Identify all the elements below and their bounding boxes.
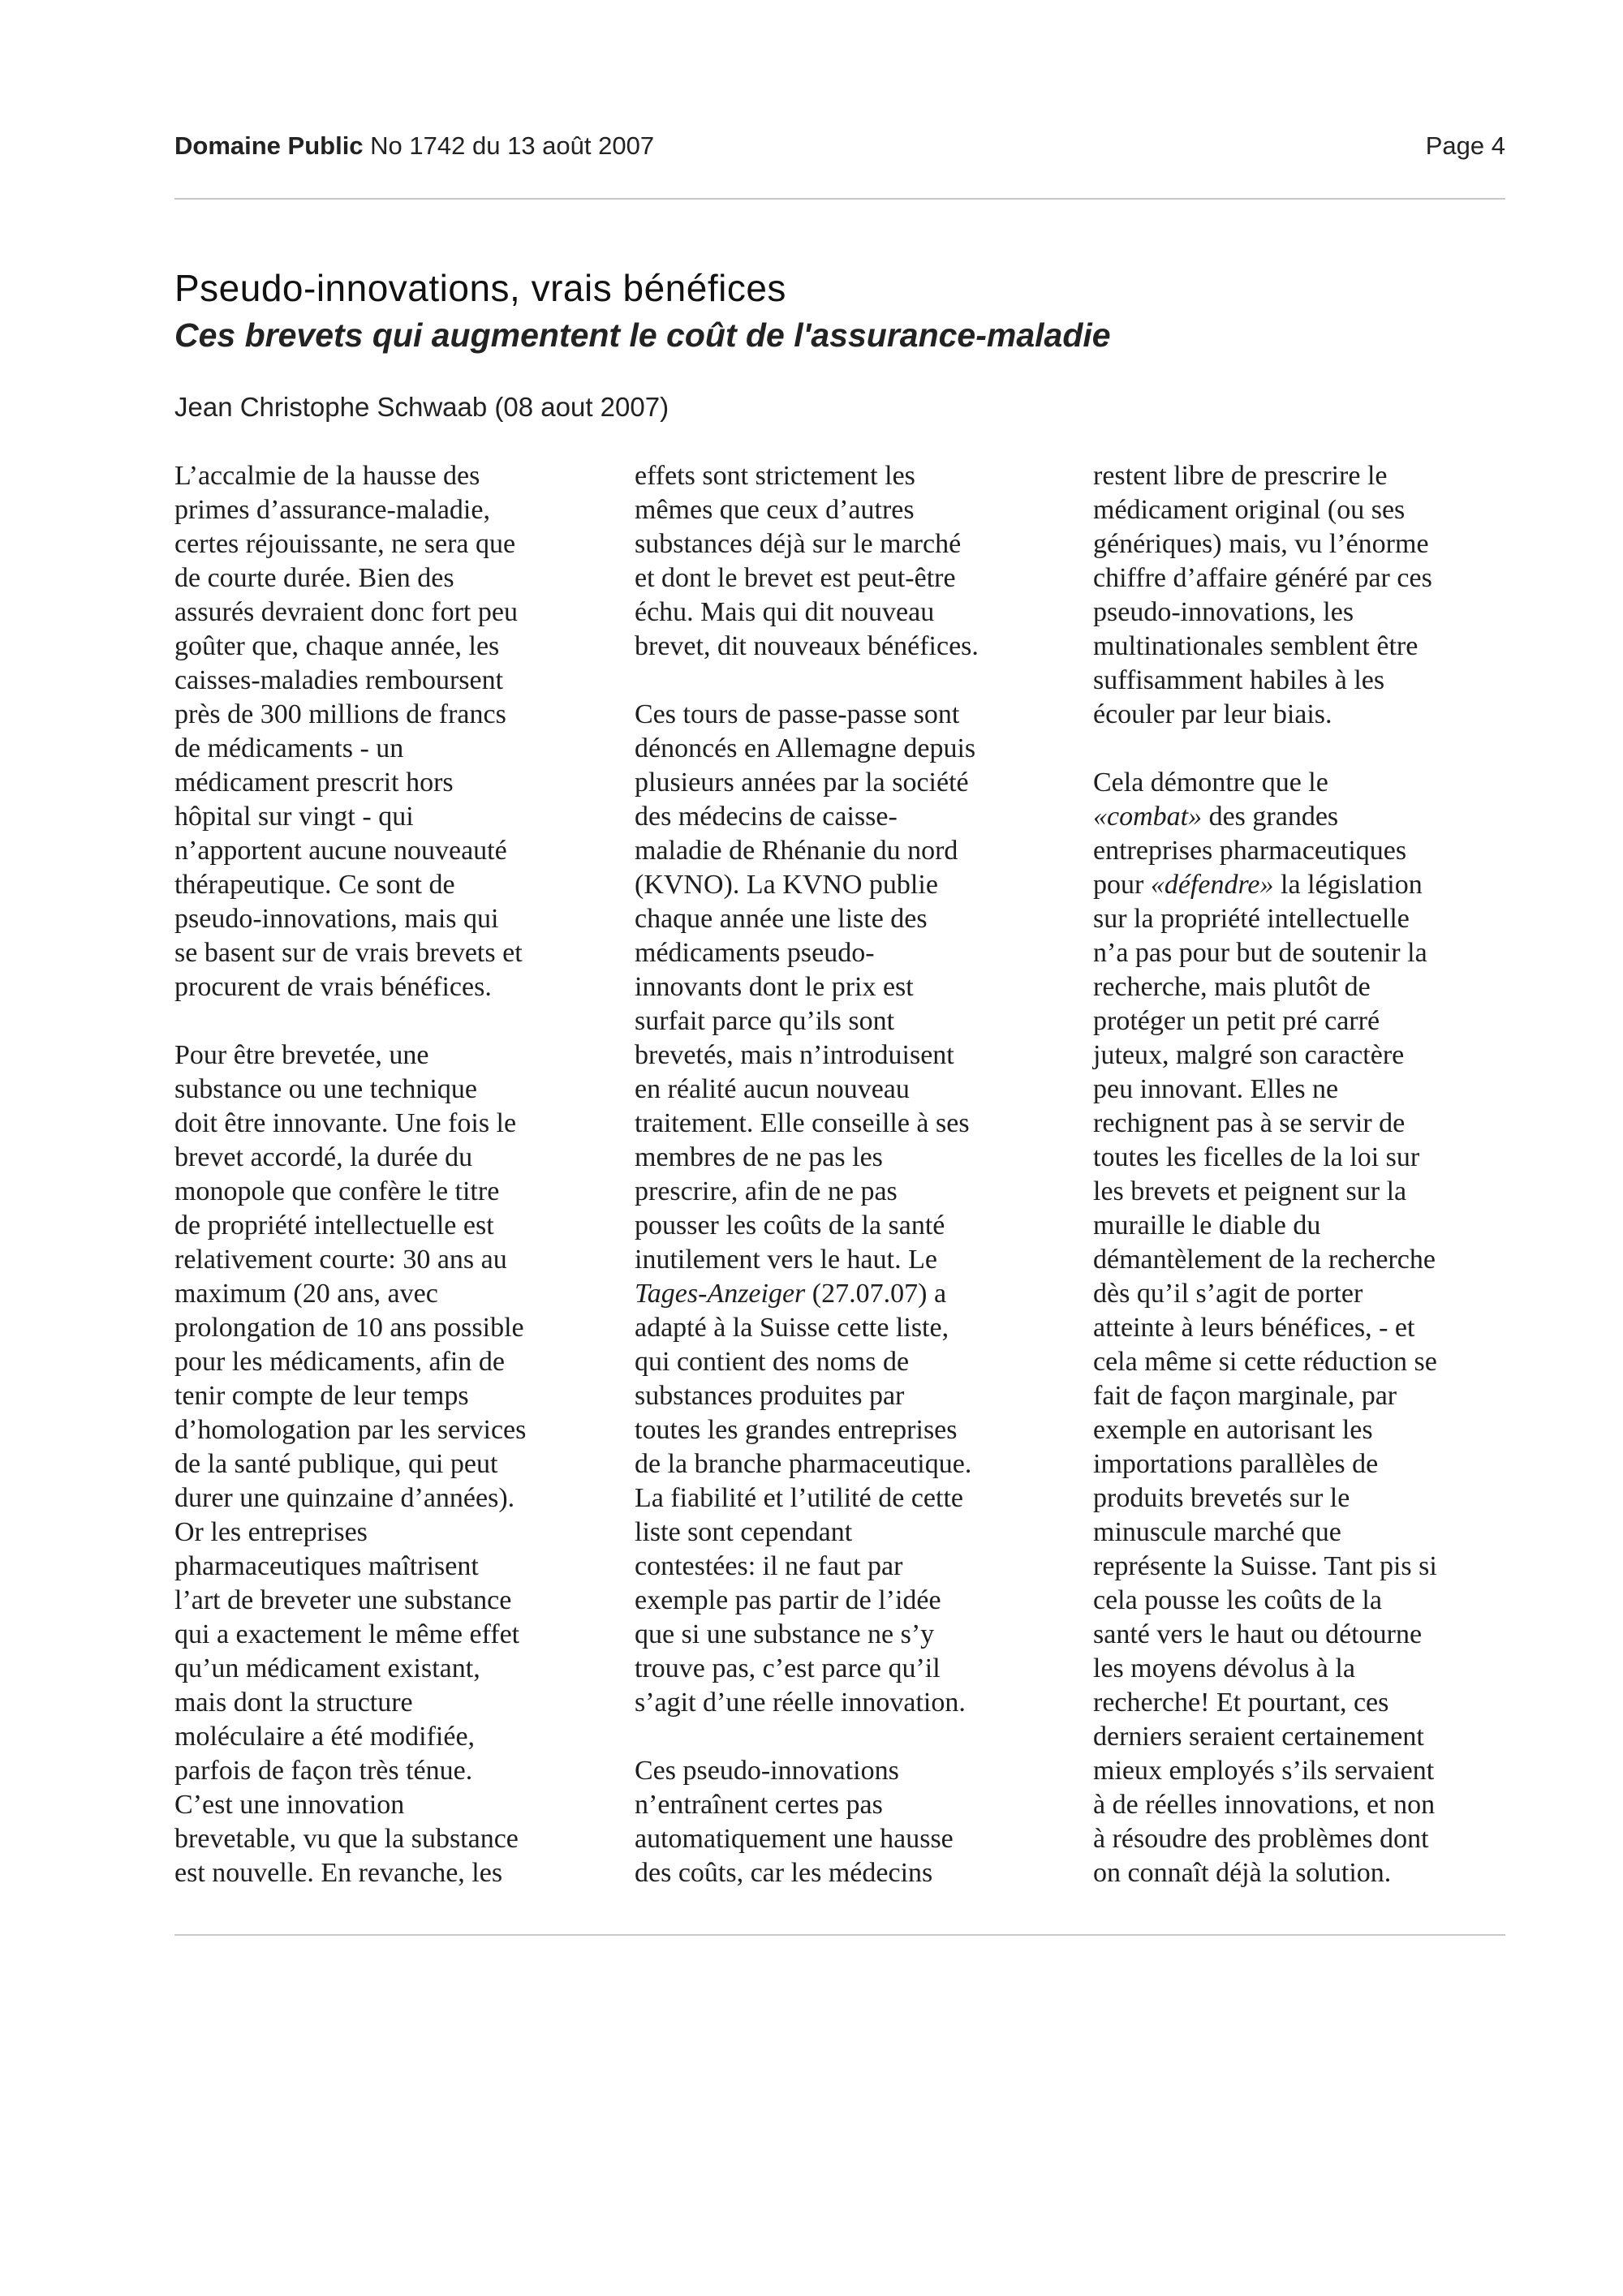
paragraph (1093, 766, 1523, 1890)
text-line: pharmaceutiques maîtrisent (174, 1551, 479, 1581)
text-line: substances déjà sur le marché (635, 529, 962, 559)
text-line: mêmes que ceux d’autres (635, 495, 915, 525)
text-line (1093, 800, 1523, 834)
article-title: Pseudo-innovations, vrais bénéfices (174, 267, 786, 309)
text-line: près de 300 millions de francs (174, 699, 506, 729)
text-line: santé vers le haut ou détourne (1093, 1619, 1423, 1649)
text-line: de médicaments - un (174, 733, 404, 763)
paragraph (174, 1038, 613, 1890)
text-line: derniers seraient certainement (1093, 1722, 1424, 1752)
text-line: médicament original (ou ses (1093, 495, 1406, 525)
text-line: trouve pas, c’est parce qu’il (635, 1653, 941, 1683)
text-line: membres de ne pas les (635, 1142, 883, 1172)
paragraph-text (635, 698, 1073, 1277)
text-line: n’a pas pour but de soutenir la (1093, 938, 1427, 968)
issue-info: No 1742 du 13 août 2007 (370, 131, 655, 160)
text-line: substances produites par (635, 1381, 905, 1411)
text-line: en réalité aucun nouveau (635, 1074, 910, 1104)
text-line: qui contient des noms de (635, 1347, 910, 1377)
text-line: effets sont strictement les (635, 461, 915, 491)
text-line: dès qu’il s’agit de porter (1093, 1279, 1363, 1309)
text-line: mieux employés s’ils servaient (1093, 1756, 1435, 1786)
text-line: n’apportent aucune nouveauté (174, 836, 507, 866)
text-line: juteux, malgré son caractère (1093, 1040, 1405, 1070)
text-line: exemple pas partir de l’idée (635, 1585, 941, 1615)
article-column-1 (174, 459, 613, 1890)
text-line: prescrire, afin de ne pas (635, 1176, 898, 1206)
text-line (635, 1277, 1073, 1311)
text-line: génériques) mais, vu l’énorme (1093, 529, 1429, 559)
text-line: brevet accordé, la durée du (174, 1142, 473, 1172)
text-line: des médecins de caisse- (635, 802, 898, 832)
text-line: échu. Mais qui dit nouveau (635, 597, 935, 627)
text-line: et dont le brevet est peut-être (635, 563, 956, 593)
text-line: certes réjouissante, ne sera que (174, 529, 516, 559)
text-line: Pour être brevetée, une (174, 1040, 429, 1070)
text-line: qui a exactement le même effet (174, 1619, 520, 1649)
text-line: chaque année une liste des (635, 904, 928, 934)
text-line: entreprises pharmaceutiques (1093, 836, 1407, 866)
text-line: doit être innovante. Une fois le (174, 1108, 517, 1138)
text-line: de propriété intellectuelle est (174, 1210, 494, 1240)
text-line: primes d’assurance-maladie, (174, 495, 490, 525)
paragraph-text (1093, 902, 1523, 1890)
text-line: de courte durée. Bien des (174, 563, 454, 593)
text-line: procurent de vrais bénéfices. (174, 972, 492, 1002)
text-line: à de réelles innovations, et non (1093, 1790, 1436, 1820)
text-line: pseudo-innovations, mais qui (174, 904, 499, 934)
article-byline: Jean Christophe Schwaab (08 aout 2007) (174, 392, 669, 422)
text-line: thérapeutique. Ce sont de (174, 870, 455, 900)
text-line: n’entraînent certes pas (635, 1790, 883, 1820)
text-line: recherche! Et pourtant, ces (1093, 1688, 1389, 1718)
text-line: protéger un petit pré carré (1093, 1006, 1380, 1036)
text-line: maladie de Rhénanie du nord (635, 836, 958, 866)
text-line: cela même si cette réduction se (1093, 1347, 1437, 1377)
text-line: automatiquement une hausse (635, 1824, 954, 1854)
text-line: multinationales semblent être (1093, 631, 1419, 661)
text-line: se basent sur de vrais brevets et (174, 938, 523, 968)
text-line: l’art de breveter une substance (174, 1585, 512, 1615)
text-line: goûter que, chaque année, les (174, 631, 500, 661)
text-fragment: la législation (1273, 870, 1423, 900)
text-line: caisses-maladies remboursent (174, 665, 504, 695)
text-line: sur la propriété intellectuelle (1093, 904, 1410, 934)
text-line: parfois de façon très ténue. (174, 1756, 473, 1786)
text-line: à résoudre des problèmes dont (1093, 1824, 1429, 1854)
text-line: Ces pseudo-innovations (635, 1756, 899, 1786)
text-line: produits brevetés sur le (1093, 1483, 1350, 1513)
page-number: Page 4 (1425, 131, 1505, 160)
text-line: recherche, mais plutôt de (1093, 972, 1371, 1002)
text-line: maximum (20 ans, avec (174, 1279, 438, 1309)
text-line: contestées: il ne faut par (635, 1551, 903, 1581)
paragraph (174, 459, 613, 1004)
text-line: médicaments pseudo- (635, 938, 875, 968)
text-fragment: (27.07.07) a (805, 1279, 947, 1309)
text-line (1093, 868, 1523, 902)
text-line: La fiabilité et l’utilité de cette (635, 1483, 963, 1513)
text-line: exemple en autorisant les (1093, 1415, 1373, 1445)
paragraph (635, 1754, 1073, 1890)
text-line: rechignent pas à se servir de (1093, 1108, 1406, 1138)
text-line: on connaît déjà la solution. (1093, 1858, 1392, 1888)
text-line: prolongation de 10 ans possible (174, 1313, 524, 1343)
text-line: pour les médicaments, afin de (174, 1347, 505, 1377)
text-line: dénoncés en Allemagne depuis (635, 733, 976, 763)
text-line: cela pousse les coûts de la (1093, 1585, 1382, 1615)
paragraph (635, 698, 1073, 1720)
text-line: qu’un médicament existant, (174, 1653, 480, 1683)
text-line: toutes les grandes entreprises (635, 1415, 958, 1445)
text-line: plusieurs années par la société (635, 767, 969, 798)
text-line: C’est une innovation (174, 1790, 405, 1820)
text-line: (KVNO). La KVNO publie (635, 870, 938, 900)
text-line: les brevets et peignent sur la (1093, 1176, 1407, 1206)
text-line: hôpital sur vingt - qui (174, 802, 414, 832)
text-line: d’homologation par les services (174, 1415, 527, 1445)
text-line: surfait parce qu’ils sont (635, 1006, 895, 1036)
publication-name: Domaine Public (174, 131, 364, 160)
text-line: Ces tours de passe-passe sont (635, 699, 960, 729)
text-line: pseudo-innovations, les (1093, 597, 1354, 627)
paragraph (635, 459, 1073, 664)
text-line: durer une quinzaine d’années). (174, 1483, 515, 1513)
newspaper-name: Tages-Anzeiger (635, 1279, 806, 1309)
article-column-3 (1093, 459, 1523, 1890)
text-line: moléculaire a été modifiée, (174, 1722, 476, 1752)
text-line: Or les entreprises (174, 1517, 368, 1547)
text-line: brevetés, mais n’introduisent (635, 1040, 954, 1070)
text-line: toutes les ficelles de la loi sur (1093, 1142, 1420, 1172)
text-line: mais dont la structure (174, 1688, 413, 1718)
text-line: chiffre d’affaire généré par ces (1093, 563, 1432, 593)
text-line: importations parallèles de (1093, 1449, 1379, 1479)
text-line: tenir compte de leur temps (174, 1381, 469, 1411)
text-line: écouler par leur biais. (1093, 699, 1332, 729)
text-line: atteinte à leurs bénéfices, - et (1093, 1313, 1415, 1343)
text-line: pousser les coûts de la santé (635, 1210, 945, 1240)
header-divider (174, 198, 1505, 200)
text-line: de la santé publique, qui peut (174, 1449, 498, 1479)
quoted-term: «combat» (1093, 802, 1203, 832)
footer-divider (174, 1934, 1505, 1936)
text-line: de la branche pharmaceutique. (635, 1449, 972, 1479)
text-line: restent libre de prescrire le (1093, 461, 1388, 491)
text-line: les moyens dévolus à la (1093, 1653, 1355, 1683)
text-line: est nouvelle. En revanche, les (174, 1858, 503, 1888)
text-line: inutilement vers le haut. Le (635, 1245, 937, 1275)
text-line: assurés devraient donc fort peu (174, 597, 518, 627)
text-line: substance ou une technique (174, 1074, 477, 1104)
text-line: L’accalmie de la hausse des (174, 461, 480, 491)
text-line: s’agit d’une réelle innovation. (635, 1688, 966, 1718)
text-line: liste sont cependant (635, 1517, 853, 1547)
text-line: suffisamment habiles à les (1093, 665, 1385, 695)
page-header (174, 131, 1505, 172)
paragraph-text (635, 1311, 1073, 1720)
text-line: innovants dont le prix est (635, 972, 914, 1002)
text-line: des coûts, car les médecins (635, 1858, 933, 1888)
text-line: traitement. Elle conseille à ses (635, 1108, 970, 1138)
quoted-term: «défendre» (1150, 870, 1274, 900)
text-line: brevetable, vu que la substance (174, 1824, 519, 1854)
paragraph (1093, 459, 1523, 732)
article-column-2 (635, 459, 1073, 1890)
text-fragment: pour (1093, 870, 1151, 900)
text-line: brevet, dit nouveaux bénéfices. (635, 631, 979, 661)
publication-info (174, 131, 654, 161)
text-line: que si une substance ne s’y (635, 1619, 935, 1649)
text-line: minuscule marché que (1093, 1517, 1341, 1547)
text-line: représente la Suisse. Tant pis si (1093, 1551, 1437, 1581)
text-fragment: des grandes (1202, 802, 1339, 832)
text-line: démantèlement de la recherche (1093, 1245, 1436, 1275)
text-line: Cela démontre que le (1093, 767, 1328, 798)
text-line: muraille le diable du (1093, 1210, 1321, 1240)
text-line: médicament prescrit hors (174, 767, 454, 798)
text-line: peu innovant. Elles ne (1093, 1074, 1339, 1104)
article-subtitle: Ces brevets qui augmentent le coût de l'assurance-maladie (174, 316, 1111, 354)
text-line: adapté à la Suisse cette liste, (635, 1313, 949, 1343)
text-line: fait de façon marginale, par (1093, 1381, 1397, 1411)
text-line: monopole que confère le titre (174, 1176, 500, 1206)
text-line: relativement courte: 30 ans au (174, 1245, 507, 1275)
